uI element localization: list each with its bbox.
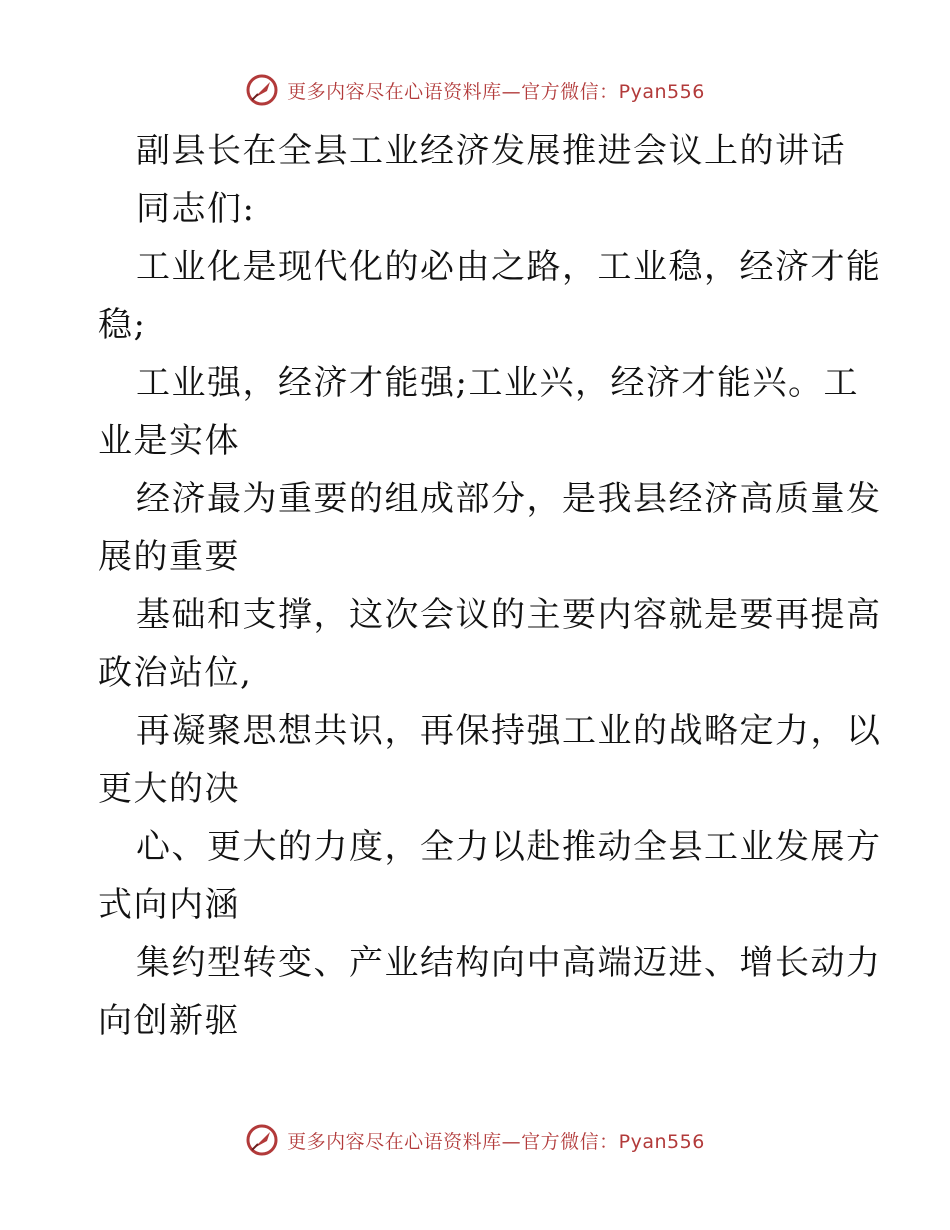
- paragraph-line: 工业化是现代化的必由之路，工业稳，经济才能: [136, 247, 882, 287]
- salutation: 同志们:: [136, 189, 256, 229]
- quill-logo-icon: [245, 73, 279, 107]
- paragraph-line: 稳;: [98, 305, 147, 345]
- paragraph-line: 经济最为重要的组成部分，是我县经济高质量发: [136, 479, 882, 519]
- quill-logo-icon: [245, 1123, 279, 1157]
- paragraph-line: 业是实体: [98, 421, 240, 461]
- footer-banner: [0, 1120, 950, 1160]
- document-title: 副县长在全县工业经济发展推进会议上的讲话: [136, 131, 846, 171]
- paragraph-line: 心、更大的力度，全力以赴推动全县工业发展方: [136, 827, 882, 867]
- paragraph-line: 再凝聚思想共识，再保持强工业的战略定力，以: [136, 711, 882, 751]
- paragraph-line: 向创新驱: [98, 1001, 240, 1041]
- paragraph-line: 更大的决: [98, 769, 240, 809]
- footer-banner-text: 更多内容尽在心语资料库—官方微信：Pyan556: [287, 1130, 705, 1153]
- document-body: [98, 122, 882, 1050]
- paragraph-line: 式向内涵: [98, 885, 240, 925]
- paragraph-line: 展的重要: [98, 537, 240, 577]
- paragraph-line: 政治站位,: [98, 653, 253, 693]
- paragraph-line: 基础和支撑，这次会议的主要内容就是要再提高: [136, 595, 882, 635]
- header-banner-text: 更多内容尽在心语资料库—官方微信：Pyan556: [287, 80, 705, 103]
- paragraph-line: 工业强，经济才能强;工业兴，经济才能兴。工: [136, 363, 859, 403]
- header-banner: [0, 70, 950, 110]
- paragraph-line: 集约型转变、产业结构向中高端迈进、增长动力: [136, 943, 882, 983]
